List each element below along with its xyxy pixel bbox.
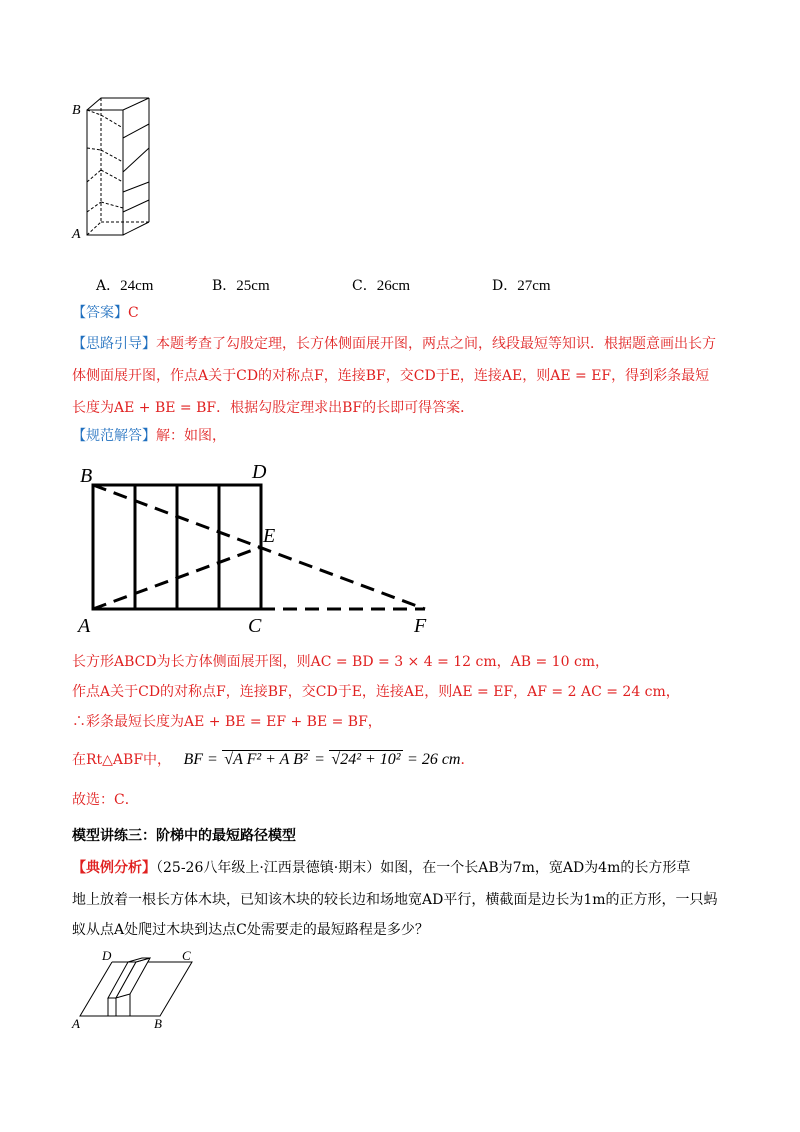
label-c: C [248,615,262,636]
vertex-b-label: B [72,103,81,118]
label-f: F [414,615,427,636]
prism-figure [70,90,160,240]
example-line-2: 地上放着一根长方体木块，已知该木块的较长边和场地宽AD平行，横截面是边长为1m的正方形，一只蚂 [72,892,718,908]
label-a: A [78,615,91,636]
example-line-1: 【典例分析】（25-26八年级上·江西景德镇·期末）如图，在一个长AB为7m，宽AD为4m的长方形草 [72,860,691,876]
section-title: 模型讲练三：阶梯中的最短路径模型 [72,828,296,844]
bf-formula-lhs: BF = [183,751,218,768]
hint-line-3: 长度为AE + BE = BF．根据勾股定理求出BF的长即可得答案． [72,400,475,416]
radical-2: √24² + 10² [331,751,401,768]
radical-1: √A F² + A B² [224,751,308,768]
option-a[interactable]: A．24cm [96,278,154,294]
fig3-label-b: B [154,1016,162,1031]
solution-heading: 【规范解答】解：如图， [72,428,226,444]
label-d: D [252,461,267,483]
step-4: 在Rt△ABF中， BF = √A F² + A B² = √24² + 10² = 26 cm． [72,751,475,768]
option-b[interactable]: B．25cm [212,278,270,294]
option-c[interactable]: C．26cm [352,278,411,294]
fig3-label-c: C [182,948,191,963]
field-block-figure [70,948,210,1032]
fig3-label-a: A [72,1016,80,1031]
step-2: 作点A关于CD的对称点F，连接BF，交CD于E，连接AE，则AE = EF，AF = 2 AC = 24 cm， [72,684,680,700]
unfold-diagram [72,458,442,636]
label-e: E [263,525,276,547]
step-5: 故选：C． [72,792,139,808]
hint-line-1: 【思路引导】本题考查了勾股定理，长方体侧面展开图，两点之间，线段最短等知识．根据题意画出长方 [72,336,716,352]
step-1: 长方形ABCD为长方体侧面展开图，则AC = BD = 3 × 4 = 12 cm，AB = 10 cm， [72,654,610,670]
vertex-a-label: A [72,227,81,240]
example-line-3: 蚁从点A处爬过木块到达点C处需要走的最短路程是多少？ [72,922,429,938]
option-d[interactable]: D．27cm [492,278,551,294]
hint-line-2: 体侧面展开图，作点A关于CD的对称点F，连接BF，交CD于E，连接AE，则AE = EF，得到彩条最短 [72,368,710,384]
answer-line: 【答案】C [72,305,139,321]
fig3-label-d: D [102,948,112,963]
step-3: ∴彩条最短长度为AE + BE = EF + BE = BF， [72,714,382,730]
label-b: B [80,465,93,487]
